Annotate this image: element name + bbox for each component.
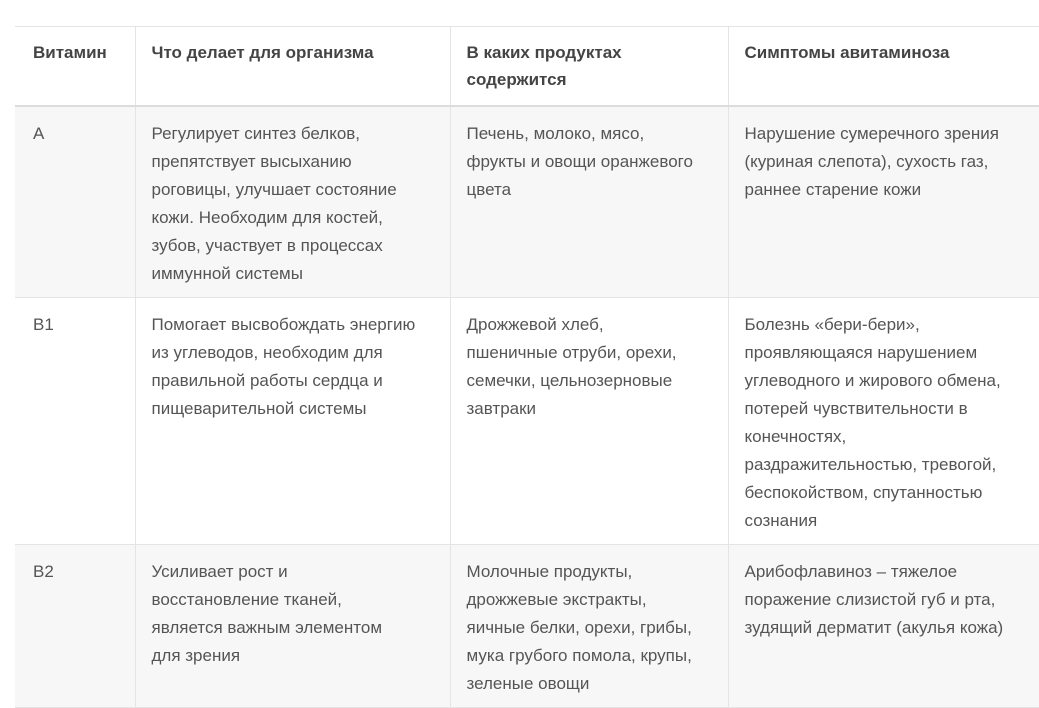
table-header	[15, 27, 1039, 107]
cell-symptoms: Болезнь «бери-бери», проявляющаяся нарушением углеводного и жирового обмена, потерей чувствительности в конечностях, раздражительностью, тревогой, беспокойством, спутанностью сознания	[728, 298, 1039, 545]
table-row	[15, 298, 1039, 545]
vitamins-table-container	[15, 26, 1039, 708]
table-row	[15, 106, 1039, 298]
cell-vitamin: В1	[15, 298, 135, 545]
cell-function: Помогает высвобождать энергию из углеводов, необходим для правильной работы сердца и пищеварительной системы	[135, 298, 450, 545]
header-function: Что делает для организма	[135, 27, 450, 107]
header-row	[15, 27, 1039, 107]
table-body	[15, 106, 1039, 708]
vitamins-table	[15, 26, 1039, 708]
cell-products: Дрожжевой хлеб, пшеничные отруби, орехи, семечки, цельнозерновые завтраки	[450, 298, 728, 545]
cell-vitamin: А	[15, 106, 135, 298]
header-products: В каких продуктах содержится	[450, 27, 728, 107]
cell-symptoms: Арибофлавиноз – тяжелое поражение слизистой губ и рта, зудящий дерматит (акулья кожа)	[728, 545, 1039, 708]
cell-vitamin: В2	[15, 545, 135, 708]
cell-products: Молочные продукты, дрожжевые экстракты, яичные белки, орехи, грибы, мука грубого помола, крупы, зеленые овощи	[450, 545, 728, 708]
cell-function: Регулирует синтез белков, препятствует высыханию роговицы, улучшает состояние кожи. Необходим для костей, зубов, участвует в процессах иммунной системы	[135, 106, 450, 298]
header-vitamin: Витамин	[15, 27, 135, 107]
cell-products: Печень, молоко, мясо, фрукты и овощи оранжевого цвета	[450, 106, 728, 298]
cell-symptoms: Нарушение сумеречного зрения (куриная слепота), сухость газ, раннее старение кожи	[728, 106, 1039, 298]
table-row	[15, 545, 1039, 708]
cell-function: Усиливает рост и восстановление тканей, является важным элементом для зрения	[135, 545, 450, 708]
header-symptoms: Симптомы авитаминоза	[728, 27, 1039, 107]
